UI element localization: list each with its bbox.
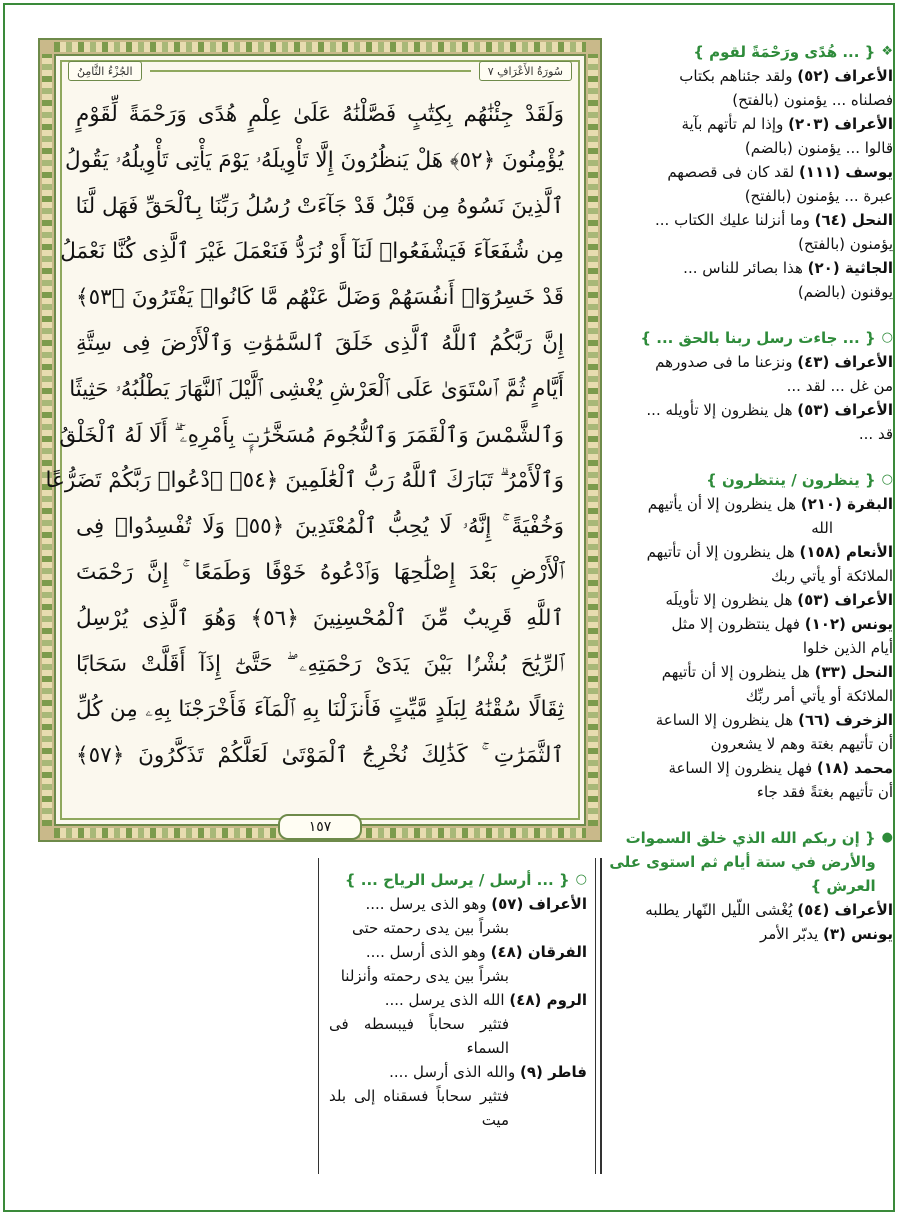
circle-bullet-icon: ○ <box>881 330 893 345</box>
entry <box>608 612 893 636</box>
entry-continuation: أيام الذين خلوا <box>802 639 893 657</box>
entry-ref: الأعراف (٥٣) <box>797 401 893 419</box>
entry-ref: فاطر (٩) <box>519 1063 587 1081</box>
quran-line: ٱلْأَرْضِ بَعْدَ إِصْلَٰحِهَا وَٱدْعُوهُ خَوْفًا وَطَمَعًا ۚ إِنَّ رَحْمَتَ <box>76 559 564 585</box>
entry-continuation: يوقنون (بالضم) <box>797 283 893 301</box>
surah-label: سُورَةُ الأَعْرَافِ ٧ <box>479 61 572 81</box>
quran-line: مِن شُفَعَآءَ فَيَشْفَعُوا۟ لَنَآ أَوْ نُرَدُّ فَنَعْمَلَ غَيْرَ ٱلَّذِى كُنَّا نَعْمَلُ <box>60 239 564 265</box>
quran-line: ٱلرِّيَٰحَ بُشْرًۢا بَيْنَ يَدَىْ رَحْمَتِهِۦ ۖ حَتَّىٰٓ إِذَآ أَقَلَّتْ سَحَابًا <box>76 651 564 677</box>
entry-ref: الأعراف (٥٣) <box>797 591 893 609</box>
entry-ref: النحل (٣٣) <box>814 663 893 681</box>
entry-continuation: فتثير سحاباً فسقناه إلى بلد ميت <box>329 1087 509 1129</box>
entry-ref: الأنعام (١٥٨) <box>799 543 893 561</box>
right-ornament <box>588 54 598 826</box>
entry-text: وهو الذى أرسل .... <box>365 943 486 961</box>
filled-circle-bullet-icon: ● <box>881 830 893 845</box>
entry-ref: الروم (٤٨) <box>509 991 587 1009</box>
entry-ref: النحل (٦٤) <box>814 211 893 229</box>
quran-line: ٱللَّهِ قَرِيبٌ مِّنَ ٱلْمُحْسِنِينَ ﴿٥٦﴾ وَهُوَ ٱلَّذِى يُرْسِلُ <box>76 605 564 631</box>
entry-text: هل ينظرون إلا أن تأتيهم <box>646 543 795 561</box>
similar-verses-column <box>608 40 893 946</box>
entry <box>329 892 587 916</box>
entry-ref: الأعراف (٢٠٣) <box>788 115 893 133</box>
entry <box>329 940 587 964</box>
entry-text: يُغْشى اللّيل النّهار يطلبه <box>645 901 793 919</box>
entry <box>608 64 893 88</box>
juz-label: الجُزْءُ الثَّامِنُ <box>68 61 142 81</box>
entry-text: هل ينظرون إلا أن يأتيهم <box>647 495 796 513</box>
entry-text: ونزعنا ما فى صدورهم <box>655 353 793 371</box>
quran-line: وَٱلْأَمْرُ ۗ تَبَارَكَ ٱللَّهُ رَبُّ ٱلْعَٰلَمِينَ ﴿٥٤﴾ ٱدْعُوا۟ رَبَّكُمْ تَضَرُّعًا <box>45 468 564 494</box>
bottom-similar-box <box>318 858 596 1174</box>
entry-text: فهل ينتظرون إلا مثل <box>671 615 800 633</box>
entry-continuation: الملائكة أو يأتي أمر ربِّك <box>745 687 893 705</box>
entry-continuation: الله <box>811 519 833 537</box>
quran-text <box>45 92 564 790</box>
entry-text: هل ينظرون إلا تأويله ... <box>646 401 793 419</box>
entry-ref: الفرقان (٤٨) <box>490 943 587 961</box>
entry <box>608 708 893 732</box>
section-heading <box>608 468 893 492</box>
entry-ref: يوسف (١١١) <box>798 163 893 181</box>
entry-ref: يونس (٣) <box>823 925 893 943</box>
quran-line: إِنَّ رَبَّكُمُ ٱللَّهُ ٱلَّذِى خَلَقَ ٱلسَّمَٰوَٰتِ وَٱلْأَرْضَ فِى سِتَّةِ <box>76 330 564 356</box>
entry-text: هذا بصائر للناس ... <box>683 259 803 277</box>
entry-continuation: يؤمنون (بالفتح) <box>798 235 893 253</box>
entry-text: الله الذى يرسل .... <box>384 991 505 1009</box>
entry <box>608 660 893 684</box>
entry-text: يدبّر الأمر <box>759 925 819 943</box>
entry <box>608 540 893 564</box>
entry-text: هل ينظرون إلا تأويلَه <box>665 591 793 609</box>
entry-ref: البقرة (٢١٠) <box>800 495 893 513</box>
entry-ref: الأعراف (٤٣) <box>797 353 893 371</box>
entry-ref: يونس (١٠٢) <box>804 615 893 633</box>
section-heading <box>608 40 893 64</box>
entry <box>608 160 893 184</box>
section-heading <box>329 868 587 892</box>
entry-continuation: عبرة ... يؤمنون (بالفتح) <box>744 187 893 205</box>
entry <box>608 350 893 374</box>
entry <box>608 756 893 780</box>
section-heading <box>608 326 893 350</box>
entry <box>608 922 893 946</box>
section-title: { ... هُدًى ورَحْمَةً لقوم } <box>693 43 876 61</box>
column-divider <box>600 858 602 1174</box>
quran-line: قَدْ خَسِرُوٓا۟ أَنفُسَهُمْ وَضَلَّ عَنْهُم مَّا كَانُوا۟ يَفْتَرُونَ ﴿٥٣﴾ <box>76 285 564 311</box>
entry-text: هل ينظرون إلا أن تأتيهم <box>661 663 810 681</box>
entry-text: والله الذى أرسل .... <box>389 1063 516 1081</box>
entry <box>608 398 893 422</box>
entry <box>608 208 893 232</box>
diamond-bullet-icon: ❖ <box>881 44 893 59</box>
entry-continuation: أن تأتيهم بغتة وهم لا يشعرون <box>710 735 893 753</box>
top-ornament <box>54 42 586 52</box>
entry-text: فهل ينظرون إلا الساعة <box>668 759 813 777</box>
entry <box>329 988 587 1012</box>
quran-line: وَخُفْيَةً ۚ إِنَّهُۥ لَا يُحِبُّ ٱلْمُعْتَدِينَ ﴿٥٥﴾ وَلَا تُفْسِدُوا۟ فِى <box>76 514 564 540</box>
section-title: { إن ربكم الله الذي خلق السموات والأرض في ستة أيام ثم استوى على العرش } <box>609 829 876 895</box>
entry <box>608 588 893 612</box>
circle-bullet-icon: ○ <box>881 472 893 487</box>
entry-text: ولقد جئناهم بكتاب <box>679 67 793 85</box>
circle-bullet-icon: ○ <box>575 872 587 887</box>
entry <box>608 112 893 136</box>
entry-ref: الزخرف (٦٦) <box>798 711 893 729</box>
quran-line: يُؤْمِنُونَ ﴿٥٢﴾ هَلْ يَنظُرُونَ إِلَّا تَأْوِيلَهُۥ يَوْمَ يَأْتِى تَأْوِيلُهُۥ يَقُولُ <box>64 147 564 173</box>
quran-line: ثِقَالًا سُقْنَٰهُ لِبَلَدٍ مَّيِّتٍ فَأَنزَلْنَا بِهِ ٱلْمَآءَ فَأَخْرَجْنَا بِهِۦ مِن كُلِّ <box>76 697 564 723</box>
section-title: { ينظرون / ينتظرون } <box>706 471 876 489</box>
header-rule <box>150 70 471 72</box>
quran-line: أَيَّامٍ ثُمَّ ٱسْتَوَىٰ عَلَى ٱلْعَرْشِ يُغْشِى ٱلَّيْلَ ٱلنَّهَارَ يَطْلُبُهُۥ حَثِيثًا <box>69 376 564 402</box>
quran-line: وَٱلشَّمْسَ وَٱلْقَمَرَ وَٱلنُّجُومَ مُسَخَّرَٰتٍۭ بِأَمْرِهِۦٓ ۗ أَلَا لَهُ ٱلْخَلْقُ <box>59 422 564 448</box>
page-number: ١٥٧ <box>278 814 362 840</box>
entry-text: هل ينظرون إلا الساعة <box>655 711 794 729</box>
entry-text: وإذا لم تأتهم بآية <box>681 115 784 133</box>
entry-continuation: بشراً بين يدى رحمته وأنزلنا <box>340 967 509 985</box>
entry <box>608 492 893 516</box>
entry <box>329 1060 587 1084</box>
entry-ref: الأعراف (٥٧) <box>491 895 587 913</box>
entry <box>608 898 893 922</box>
entry-ref: محمد (١٨) <box>816 759 893 777</box>
quran-frame <box>40 40 600 840</box>
entry-text: وهو الذى يرسل .... <box>365 895 487 913</box>
quran-line: وَلَقَدْ جِئْنَٰهُم بِكِتَٰبٍ فَصَّلْنَٰهُ عَلَىٰ عِلْمٍ هُدًى وَرَحْمَةً لِّقَوْمٍ <box>76 102 564 127</box>
quran-line: ٱلَّذِينَ نَسُوهُ مِن قَبْلُ قَدْ جَآءَتْ رُسُلُ رَبِّنَا بِٱلْحَقِّ فَهَل لَّنَا <box>75 193 564 219</box>
entry-continuation: من غل ... لقد ... <box>786 377 893 395</box>
quran-header <box>68 60 572 82</box>
entry-continuation: بشراً بين يدى رحمته حتى <box>351 919 509 937</box>
left-ornament <box>42 54 52 826</box>
entry-continuation: قالوا ... يؤمنون (بالضم) <box>744 139 893 157</box>
entry-continuation: الملائكة أو يأتي ربك <box>770 567 893 585</box>
entry-ref: الجاثية (٢٠) <box>807 259 893 277</box>
entry-continuation: فتثير سحاباً فيبسطه فى السماء <box>329 1015 509 1057</box>
entry-continuation: أن تأتيهم بغتةً فقد جاء <box>756 783 893 801</box>
entry-ref: الأعراف (٥٤) <box>797 901 893 919</box>
section-heading <box>608 826 893 898</box>
entry <box>608 256 893 280</box>
entry-text: لقد كان فى قصصهم <box>667 163 795 181</box>
entry-text: وما أنزلنا عليك الكتاب ... <box>655 211 810 229</box>
section-title: { ... جاءت رسل ربنا بالحق ... } <box>640 329 876 347</box>
entry-continuation: فصلناه ... يؤمنون (بالفتح) <box>732 91 893 109</box>
section-title: { ... أرسل / يرسل الرياح ... } <box>344 871 570 889</box>
quran-line: ٱلثَّمَرَٰتِ ۚ كَذَٰلِكَ نُخْرِجُ ٱلْمَوْتَىٰ لَعَلَّكُمْ تَذَكَّرُونَ ﴿٥٧﴾ <box>76 743 564 769</box>
entry-ref: الأعراف (٥٢) <box>797 67 893 85</box>
entry-continuation: قد ... <box>858 425 893 443</box>
